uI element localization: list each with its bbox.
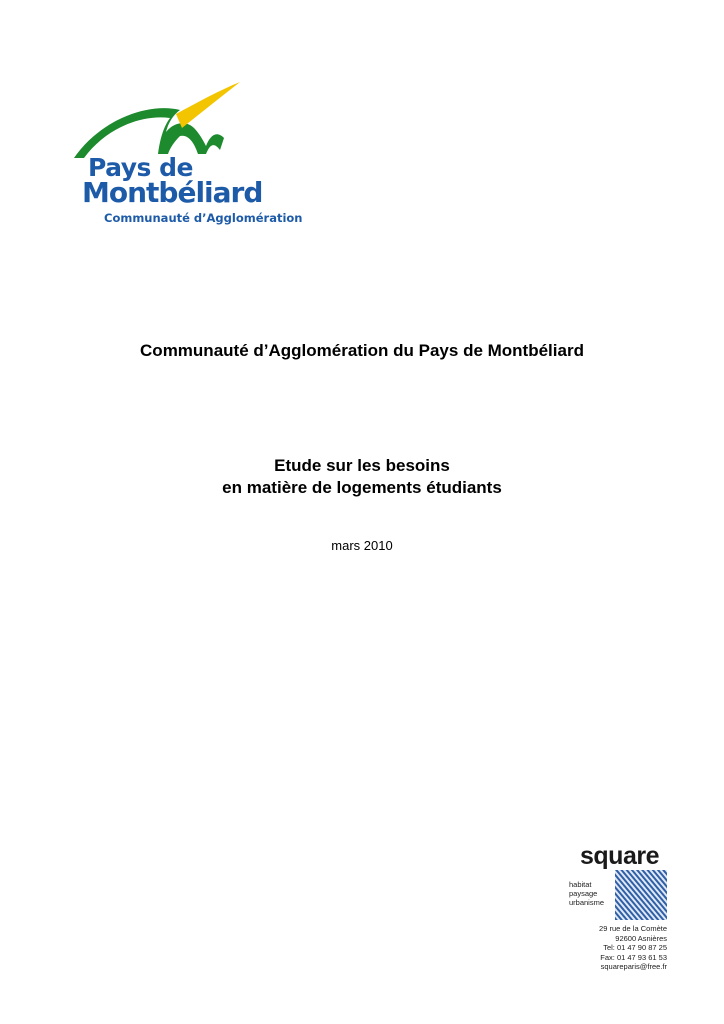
document-date: mars 2010 <box>331 538 393 553</box>
study-title-line1: Etude sur les besoins <box>274 456 450 475</box>
tag-habitat: habitat <box>569 880 592 889</box>
address-city: 92600 Asnières <box>615 933 667 943</box>
logo-text-communaute: Communauté d’Agglomération <box>104 211 303 225</box>
logo-text-montbeliard: Montbéliard <box>82 176 263 209</box>
address-phone: Tel: 01 47 90 87 25 <box>603 943 667 952</box>
study-title <box>0 455 724 499</box>
address-street: 29 rue de la Comète <box>599 924 667 933</box>
square-tagline <box>569 880 604 907</box>
square-address-block <box>560 924 667 972</box>
logo-swoosh-icon <box>70 78 290 158</box>
tag-paysage: paysage <box>569 889 598 898</box>
organization-heading: Communauté d’Agglomération du Pays de Montbéliard <box>140 341 584 360</box>
study-title-line2: en matière de logements étudiants <box>222 478 502 497</box>
square-agency-logo <box>560 842 675 971</box>
address-fax: Fax: 01 47 93 61 53 <box>600 952 667 962</box>
address-email: squareparis@free.fr <box>600 962 667 971</box>
tag-urbanisme: urbanisme <box>569 898 605 907</box>
square-wordmark: square <box>580 842 659 870</box>
logo-text-pays-de: Pays de <box>88 153 193 182</box>
pays-de-montbeliard-logo <box>70 78 303 228</box>
square-pattern-icon <box>615 870 667 920</box>
